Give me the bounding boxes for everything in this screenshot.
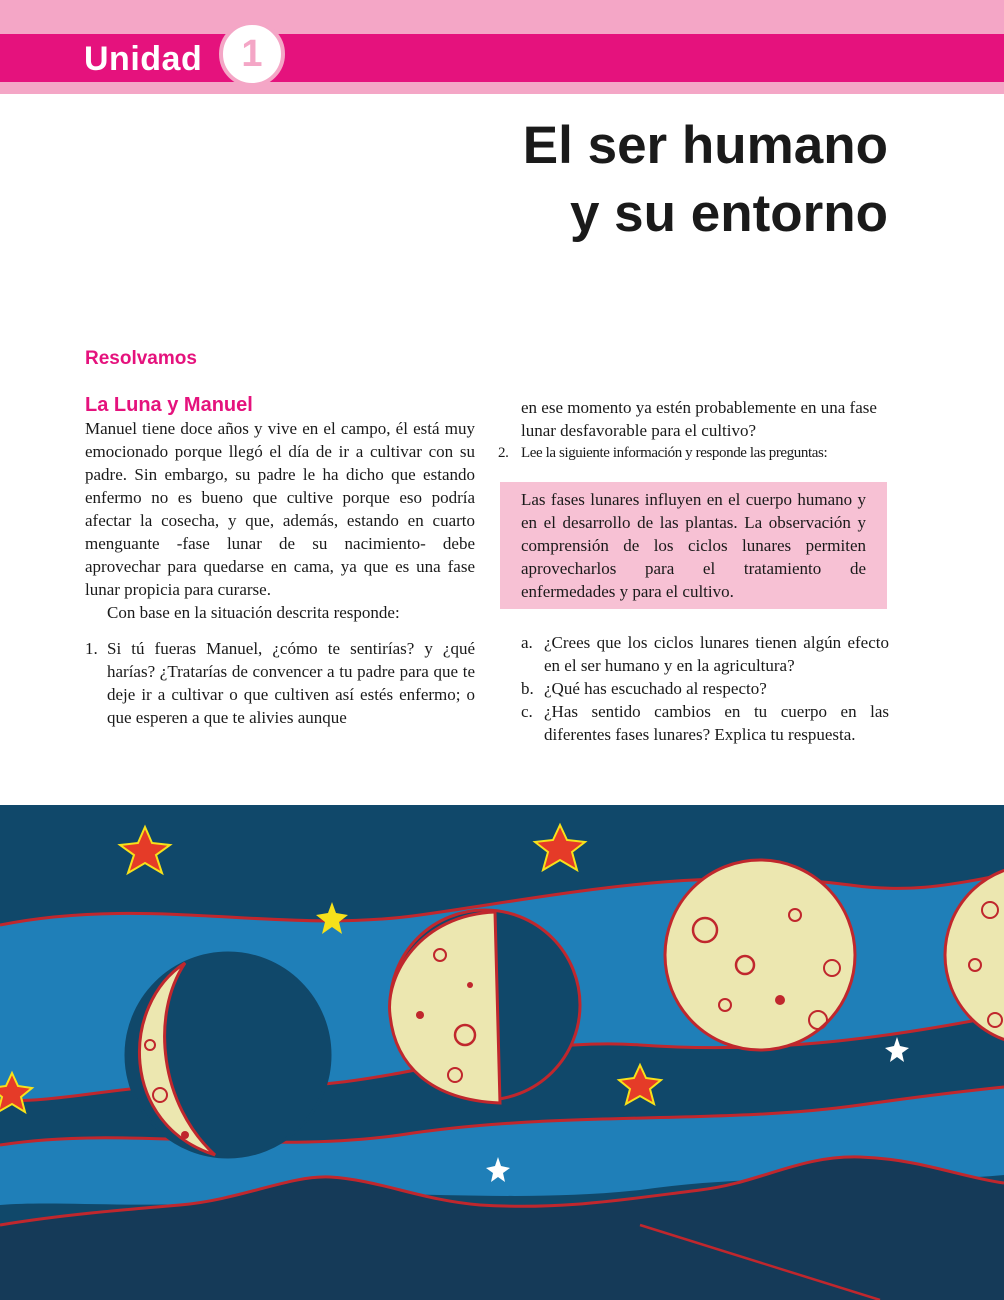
question-2-number: 2. [498,445,509,461]
sub-questions [521,631,889,746]
unit-number: 1 [241,32,263,75]
question-1-text: Si tú fueras Manuel, ¿cómo te sentirías? y ¿qué harías? ¿Tratarías de convencer a tu padre para que te deje ir a cultivar o que cultiven así estés enfermo; o que esperen a que te alivies aunque [107,639,475,727]
story-prompt: Con base en la situación descrita responde: [107,603,400,622]
question-2-text: Lee la siguiente información y responde las preguntas: [521,445,828,461]
question-2 [498,442,889,465]
question-1-number: 1. [85,639,98,658]
story-title: La Luna y Manuel [85,394,253,416]
left-column [85,417,475,729]
moon-first-quarter [390,910,580,1103]
title-line-2: y su entorno [569,184,888,243]
right-column [498,396,889,746]
moon-full [665,860,855,1050]
unit-label: Unidad [84,40,203,78]
question-c [521,700,889,746]
moon-waning-crescent [126,953,330,1157]
question-b-text: ¿Qué has escuchado al respecto? [544,679,767,698]
question-b-letter: b. [521,679,534,698]
page-title [523,112,888,248]
title-line-1: El ser humano [522,116,888,175]
question-c-letter: c. [521,702,533,721]
info-box: Las fases lunares influyen en el cuerpo humano y en el desarrollo de las plantas. La observación y comprensión de los ciclos lunares permiten aprovecharlos para el tratamiento de enfermedades y para el cultivo. [500,482,887,609]
question-c-text: ¿Has sentido cambios en tu cuerpo en las diferentes fases lunares? Explica tu respuesta. [544,702,889,744]
question-a [521,631,889,677]
question-1-continuation: en ese momento ya estén probablemente en una fase lunar desfavorable para el cultivo? [521,398,877,440]
question-a-letter: a. [521,633,533,652]
story-paragraph: Manuel tiene doce años y vive en el campo, él está muy emocionado porque llegó el día de ir a cultivar con su padre. Sin embargo, su padre le ha dicho que estando enfermo no es bueno que cultive porque eso podría afectar la cosecha, y que, además, estando en cuarto menguante -fase lunar de su nacimiento- debe aprovechar para quedarse en cama, ya que es una fase lunar propicia para curarse. [85,419,475,599]
unit-number-badge [219,21,285,87]
question-b [521,677,889,700]
section-heading: Resolvamos [85,348,197,369]
question-a-text: ¿Crees que los ciclos lunares tienen algún efecto en el ser humano y en la agricultura? [544,633,889,675]
moon-phases-illustration [0,805,1004,1300]
question-1 [85,637,475,729]
